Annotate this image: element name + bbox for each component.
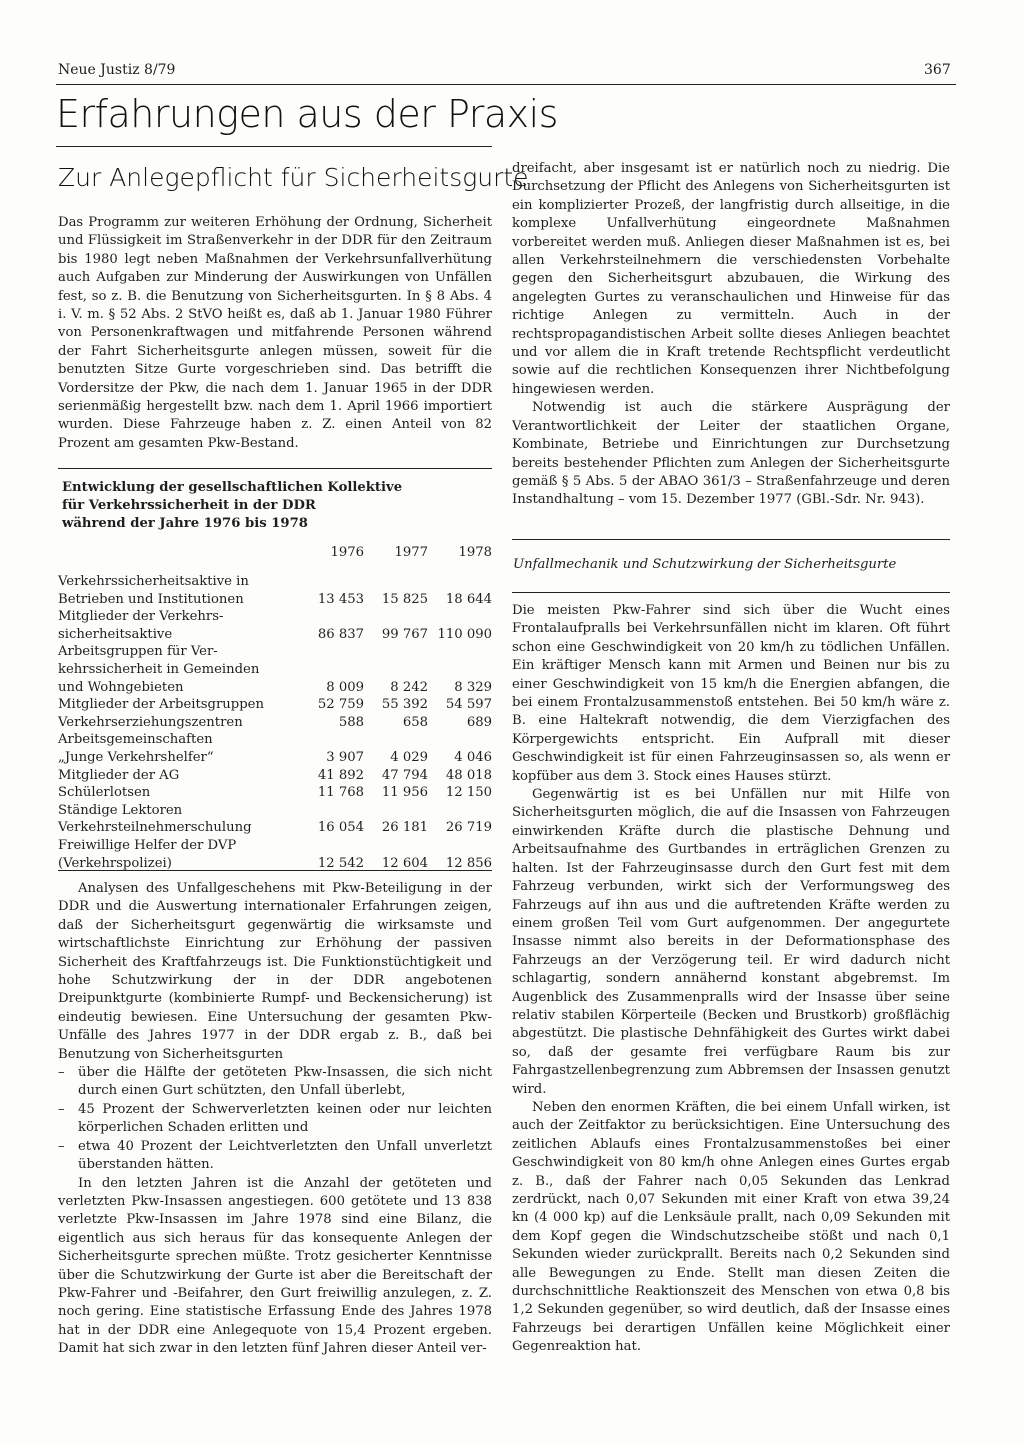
table-cell: 4 029	[390, 749, 428, 765]
article-title: Zur Anlegepflicht für Sicherheitsgurte	[58, 163, 529, 192]
section-body	[512, 602, 950, 1357]
table-row	[58, 802, 492, 837]
table-cell: 11 768	[317, 785, 364, 801]
row-label-line: Arbeitsgemeinschaften	[58, 732, 213, 748]
table-cell: 13 453	[317, 591, 364, 607]
table-cell: 8 329	[454, 679, 492, 695]
continuation-paragraph: Notwendig ist auch die stärkere Ausprägung der Verantwortlichkeit der Leiter der staatlichen Organe, Kombinate, Betriebe und Einrichtungen zur Durchsetzung bereits bestehender Pflichten zum Anlegen der Sicherheitsgurte gemäß § 5 Abs. 5 der ABAO 361/3 – Straßenfahrzeuge und deren Instandhaltung – vom 15. Dezember 1977 (GBl.-Sdr. Nr. 943).	[512, 400, 950, 508]
section-paragraph: Neben den enormen Kräften, die bei einem Unfall wirken, ist auch der Zeitfaktor zu berücksichtigen. Eine Untersuchung des zeitlichen Ablaufs eines Frontalzusammenstoßes bei einer Geschwindigkeit von 80 km/h ohne Anlegen eines Gurtes ergab z. B., daß der Fahrer nach 0,05 Sekunden das Lenkrad zerdrückt, nach 0,07 Sekunden mit einer Kraft von etwa 39,24 kn (4 000 kp) auf die Lenksäule prallt, nach 0,09 Sekunden mit dem Kopf gegen die Windschutzscheibe stößt und nach 0,1 Sekunden wieder zurückprallt. Bereits nach 0,2 Sekunden sind alle Bewegungen zu Ende. Stellt man diesen Zeiten die durchschnittliche Reaktionszeit des Menschen von etwa 0,8 bis 1,2 Sekunden gegenüber, so wird deutlich, daß der Insasse eines Fahrzeugs bei derartigen Unfällen keine Möglichkeit einer Gegenreaktion hat.	[512, 1099, 950, 1355]
table-cell: 18 644	[445, 591, 492, 607]
table-row	[58, 784, 492, 802]
table-cell: 689	[466, 714, 492, 730]
table-caption-line: für Verkehrssicherheit in der DDR	[62, 498, 316, 513]
table-cell: 26 181	[381, 820, 428, 836]
table-cell: 55 392	[381, 697, 428, 713]
table-row	[58, 608, 492, 643]
table-caption-line: während der Jahre 1976 bis 1978	[62, 516, 308, 531]
title-rule	[56, 146, 492, 147]
table-cell: 12 604	[381, 855, 428, 871]
analysis-paragraph: In den letzten Jahren ist die Anzahl der getöteten und verletzten Pkw-Insassen angestiegen. 600 getötete und 13 838 verletzte Pkw-Insassen im Jahre 1978 sind eine Bilanz, die eigentlich aus sich heraus für das konsequente Anlegen der Sicherheitsgurte sprechen müßte. Trotz gesicherter Kenntnisse über die Schutzwirkung der Gurte ist aber die Bereitschaft der Pkw-Fahrer und -Beifahrer, den Gurt freiwillig anzulegen, z. Z. noch gering. Eine statistische Erfassung Ende des Jahres 1978 hat in der DDR eine Anlegequote von 15,4 Prozent ergeben. Damit hat sich zwar in den letzten fünf Jahren dieser Anteil ver-	[58, 1175, 492, 1357]
table-header-blank	[58, 543, 300, 573]
table-cell: 16 054	[317, 820, 364, 836]
table-row	[58, 837, 492, 872]
table-cell: 52 759	[317, 697, 364, 713]
table-row	[58, 731, 492, 766]
row-label-line: Freiwillige Helfer der DVP	[58, 837, 237, 853]
row-label-line: sicherheitsaktive	[58, 626, 173, 642]
table-cell: 41 892	[317, 767, 364, 783]
table-caption-line: Entwicklung der gesellschaftlichen Kollektive	[62, 480, 403, 495]
row-label-line: „Junge Verkehrshelfer“	[58, 749, 214, 765]
section-paragraph: Gegenwärtig ist es bei Unfällen nur mit Hilfe von Sicherheitsgurten möglich, die auf die Insassen von Fahrzeugen einwirkenden Kräfte durch die plastische Dehnung und Arbeitsaufnahme des Gurtbandes in erträglichen Grenzen zu halten. Ist der Fahrzeuginsasse durch den Gurt fest mit dem Fahrzeug verbunden, wirkt sich der Verformungsweg des Fahrzeugs auf ihn aus und die auftretenden Kräfte werden zu einem großen Teil vom Gurt aufgenommen. Der angegurtete Insasse nimmt also bereits in der Deformationsphase des Fahrzeugs an der Verzögerung teil. Er wird dadurch nicht schlagartig, sondern annähernd konstant abgebremst. Im Augenblick des Zusammenpralls wird der Insasse über seine relativ stabilen Körperteile (Becken und Brustkorb) großflächig abgestützt. Die plastische Dehnfähigkeit des Gurtes wirkt dabei so, daß der gesamte frei verfügbare Raum bis zur Fahrgastzellenbegrenzung zum Abbremsen der Insassen genutzt wird.	[512, 787, 950, 1097]
row-label-line: Verkehrsteilnehmerschulung	[58, 820, 252, 836]
table-cell: 110 090	[437, 626, 492, 642]
table-row	[58, 643, 492, 696]
bullet-dash: –	[58, 1065, 65, 1081]
table-cell: 8 009	[326, 679, 364, 695]
table-cell: 11 956	[381, 785, 428, 801]
row-label-line: Mitglieder der AG	[58, 767, 180, 783]
table-cell: 8 242	[390, 679, 428, 695]
row-label	[58, 802, 300, 837]
section-bottom-rule	[512, 592, 950, 593]
table-cell: 48 018	[445, 767, 492, 783]
table-cell: 588	[338, 714, 364, 730]
table-bottom-rule	[58, 870, 492, 871]
bullet-dash: –	[58, 1101, 65, 1117]
analysis-paragraph: Analysen des Unfallgeschehens mit Pkw-Beteiligung in der DDR und die Auswertung internationaler Erfahrungen zeigen, daß der Sicherheitsgurt gegenwärtig die wirksamste und wirtschaftlichste Einrichtung zur Erhöhung der passiven Sicherheit des Kraftfahrzeugs ist. Die Funktionstüchtigkeit und hohe Schutzwirkung der in der DDR angebotenen Dreipunktgurte (kombinierte Rumpf- und Beckensicherung) ist eindeutig bewiesen. Eine Untersuchung der gesamten Pkw-Unfälle des Jahres 1977 in der DDR ergab z. B., daß bei Benutzung von Sicherheitsgurten	[58, 881, 492, 1062]
row-label	[58, 837, 300, 872]
table-cell: 12 150	[445, 785, 492, 801]
continuation-block	[512, 160, 950, 510]
statistics-table	[58, 543, 492, 872]
table-cell: 99 767	[381, 626, 428, 642]
bullet-dash: –	[58, 1138, 65, 1154]
list-item	[58, 1138, 492, 1175]
table-row	[58, 573, 492, 608]
table-cell: 54 597	[445, 697, 492, 713]
row-label-line: Arbeitsgruppen für Ver-	[58, 644, 218, 660]
table-cell: 86 837	[317, 626, 364, 642]
row-label-line: Verkehrssicherheitsaktive in	[58, 574, 249, 589]
table-cell: 15 825	[381, 591, 428, 607]
table-row	[58, 714, 492, 732]
row-label-line: Mitglieder der Verkehrs-	[58, 609, 224, 625]
row-label-line: und Wohngebieten	[58, 679, 184, 695]
row-label-line: (Verkehrspolizei)	[58, 855, 172, 871]
row-label-line: Mitglieder der Arbeitsgruppen	[58, 697, 264, 713]
table-cell: 12 856	[445, 855, 492, 871]
page-number: 367	[924, 62, 951, 78]
row-label-line: Betrieben und Institutionen	[58, 591, 244, 607]
year-header: 1976	[330, 544, 364, 560]
row-label	[58, 573, 300, 608]
list-item	[58, 1064, 492, 1101]
year-header: 1978	[458, 544, 492, 560]
table-header-row	[58, 543, 492, 573]
row-label-line: kehrssicherheit in Gemeinden	[58, 661, 260, 677]
intro-paragraph: Das Programm zur weiteren Erhöhung der Ordnung, Sicherheit und Flüssigkeit im Straßenverkehr in der DDR für den Zeitraum bis 1980 legt neben Maßnahmen der Verkehrsunfallverhütung auch Aufgaben zur Minderung der Auswirkungen von Unfällen fest, so z. B. die Benutzung von Sicherheitsgurten. In § 8 Abs. 4 i. V. m. § 52 Abs. 2 StVO heißt es, daß ab 1. Januar 1980 Führer von Personenkraftwagen und mitfahrende Personen während der Fahrt Sicherheitsgurte anlegen müssen, soweit für die benutzten Sitze Gurte vorgeschrieben sind. Das betrifft die Vordersitze der Pkw, die nach dem 1. Januar 1965 in der DDR serienmäßig hergestellt bzw. nach dem 1. April 1966 importiert wurden. Diese Fahrzeuge haben z. Z. einen Anteil von 82 Prozent am gesamten Pkw-Bestand.	[58, 215, 492, 451]
section-heading: Unfallmechanik und Schutzwirkung der Sicherheitsgurte	[513, 557, 897, 572]
row-label	[58, 643, 300, 696]
header-rule	[56, 84, 956, 85]
section-title: Erfahrungen aus der Praxis	[56, 92, 558, 136]
table-top-rule	[58, 468, 492, 469]
row-label	[58, 784, 300, 802]
intro-block	[58, 214, 492, 453]
continuation-paragraph: dreifacht, aber insgesamt ist er natürlich noch zu niedrig. Die Durchsetzung der Pflicht des Anlegens von Sicherheitsgurten ist ein komplizierter Prozeß, der langfristig durch allseitige, in die komplexe Unfallverhütung eingeordnete Maßnahmen vorbereitet werden muß. Anliegen dieser Maßnahmen ist es, bei allen Verkehrsteilnehmern die verschiedensten Vorbehalte gegen den Sicherheitsgurt abzubauen, die Wirkung des angelegten Gurtes zu veranschaulichen und Hinweise für das richtige Anlegen zu vermitteln. Auch in der rechtspropagandistischen Arbeit sollte dieses Anliegen beachtet und vor allem die in Kraft tretende Rechtspflicht verdeutlicht sowie auf die rechtlichen Konsequenzen ihrer Nichtbefolgung hingewiesen werden.	[512, 161, 950, 397]
table-caption	[62, 479, 442, 533]
table-cell: 658	[402, 714, 428, 730]
table-cell: 26 719	[445, 820, 492, 836]
row-label	[58, 696, 300, 714]
analysis-block	[58, 880, 492, 1359]
year-header: 1977	[394, 544, 428, 560]
table-cell: 3 907	[326, 749, 364, 765]
list-item-text: über die Hälfte der getöteten Pkw-Insassen, die sich nicht durch einen Gurt schützten, den Unfall überlebt,	[78, 1065, 492, 1099]
table-cell: 47 794	[381, 767, 428, 783]
row-label-line: Schülerlotsen	[58, 785, 151, 801]
row-label-line: Verkehrserziehungszentren	[58, 714, 243, 730]
table-cell: 4 046	[454, 749, 492, 765]
row-label	[58, 731, 300, 766]
table-row	[58, 767, 492, 785]
list-item	[58, 1101, 492, 1138]
table-row	[58, 696, 492, 714]
section-top-rule	[512, 539, 950, 540]
section-paragraph: Die meisten Pkw-Fahrer sind sich über die Wucht eines Frontalaufpralls bei Verkehrsunfällen nicht im klaren. Oft führt schon eine Geschwindigkeit von 20 km/h zu tödlichen Unfällen. Ein kräftiger Mensch kann mit Armen und Beinen nur bis zu einer Geschwindigkeit von 15 km/h die Energien abfangen, die bei einem Frontalzusammenstoß entstehen. Bei 50 km/h wäre z. B. eine Haltekraft notwendig, die dem Vierzigfachen des Körpergewichts entspricht. Ein Aufprall mit dieser Geschwindigkeit ist für einen Fahrzeuginsassen so, als wenn er kopfüber aus dem 3. Stock eines Hauses stürzt.	[512, 603, 950, 784]
row-label	[58, 714, 300, 732]
list-item-text: 45 Prozent der Schwerverletzten keinen oder nur leichten körperlichen Schaden erlitten und	[78, 1101, 492, 1136]
table-cell: 12 542	[317, 855, 364, 871]
row-label	[58, 608, 300, 643]
journal-issue: Neue Justiz 8/79	[58, 62, 176, 78]
row-label	[58, 767, 300, 785]
row-label-line: Ständige Lektoren	[58, 802, 183, 818]
list-item-text: etwa 40 Prozent der Leichtverletzten den Unfall unverletzt überstanden hätten.	[78, 1138, 492, 1173]
